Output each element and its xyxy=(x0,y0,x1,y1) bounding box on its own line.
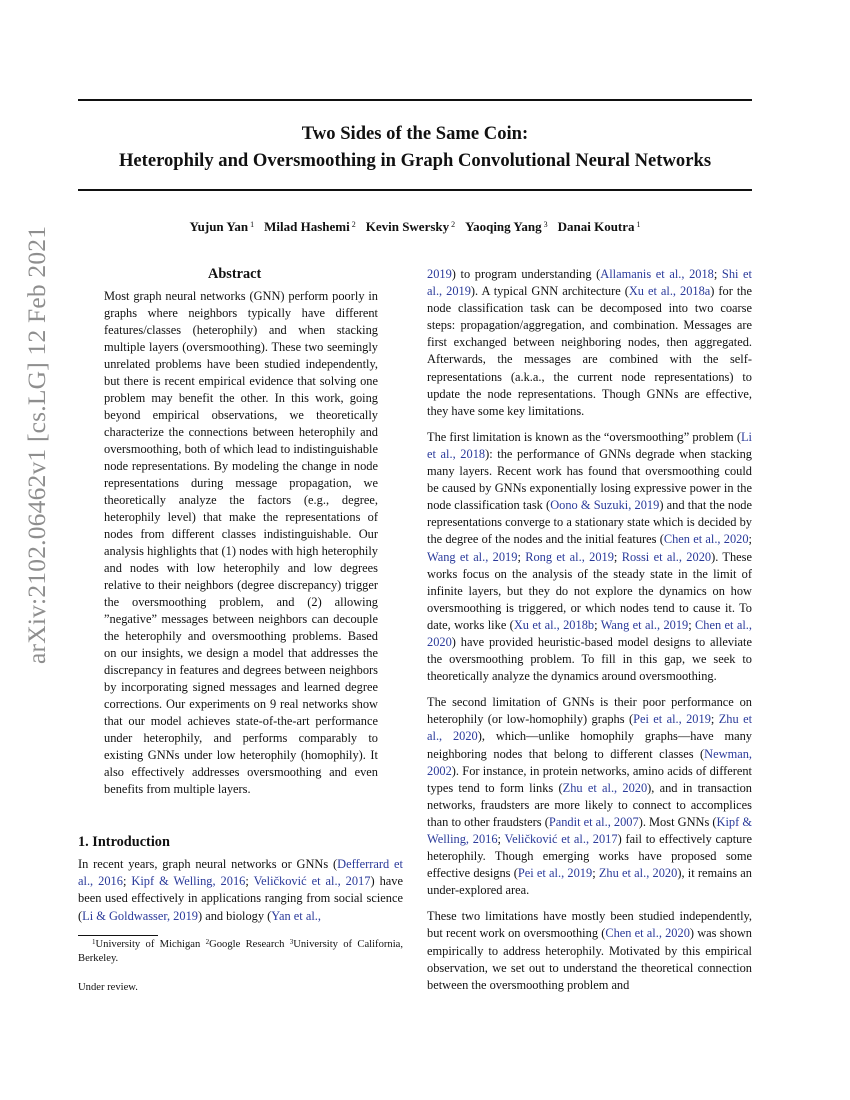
affiliation-marker: 1 xyxy=(248,220,255,229)
body-paragraph: These two limitations have mostly been studied independently, but recent work on oversmoothing (Chen et al., 2020) was shown empirically to address heterophily. Motivated by this empirical observation, we set out to understand the theoretical connection between the oversmoothing problem and xyxy=(427,909,753,992)
citation-link[interactable]: Wang et al., 2019 xyxy=(427,549,518,564)
citation-link[interactable]: Veličković et al., 2017 xyxy=(504,832,618,846)
citation-link[interactable]: Li et al., 2018 xyxy=(427,429,752,461)
title-bottom-rule xyxy=(78,189,752,191)
citation-link[interactable]: Wang et al., 2019 xyxy=(600,617,689,632)
citation-link[interactable]: Li & Goldwasser, 2019 xyxy=(82,908,198,923)
author-name: Milad Hashemi $^2$ xyxy=(264,219,356,234)
affiliation-marker: 3 xyxy=(541,220,548,229)
citation-link[interactable]: Newman, 2002 xyxy=(427,746,752,778)
citation-link[interactable]: Xu et al., 2018b xyxy=(513,617,595,632)
intro-paragraph: In recent years, graph neural networks or GNNs (Defferrard et al., 2016; Kipf & Welling, 2016; Veličković et al., 2017) have been used effectively in applications ranging from social science (Li & Goldwasser, 2019) and biology (Yan et al., xyxy=(78,857,403,923)
title-line-1: Two Sides of the Same Coin: xyxy=(301,123,529,144)
citation-link[interactable]: Yan et al., xyxy=(271,908,321,923)
citation-link[interactable]: 2019 xyxy=(427,267,452,281)
citation-link[interactable]: Kipf & Welling, 2016 xyxy=(131,874,246,889)
citation-link[interactable]: Chen et al., 2020 xyxy=(605,926,690,941)
affiliation-marker: 1 xyxy=(634,220,641,229)
top-rule xyxy=(78,99,752,101)
citation-link[interactable]: Pei et al., 2019 xyxy=(517,866,593,881)
citation-link[interactable]: Pandit et al., 2007 xyxy=(548,814,639,829)
body-paragraph: The second limitation of GNNs is their poor performance on heterophily (or low-homophily) graphs (Pei et al., 2019; Zhu et al., 2020), which—unlike homophily graphs—have many neighboring nodes that belong to different classes (Newman, 2002). For instance, in protein networks, amino acids of different types tend to form links (Zhu et al., 2020), and in transaction networks, fraudsters are more likely to connect to accomplices than to other fraudsters (Pandit et al., 2007). Most GNNs (Kipf & Welling, 2016; Veličković et al., 2017) fail to effectively capture heterophily. Though emerging works have proposed some effective designs (Pei et al., 2019; Zhu et al., 2020), it remains an under-explored area. xyxy=(427,695,753,898)
section-heading-introduction: 1. Introduction xyxy=(78,834,170,850)
citation-link[interactable]: Pei et al., 2019 xyxy=(633,712,711,727)
body-paragraph: The first limitation is known as the “oversmoothing” problem (Li et al., 2018): the performance of GNNs degrade when stacking many layers. Recent work has found that oversmoothing could be caused by GNNs exponentially losing expressive power in the node classification task (Oono & Suzuki, 2019) and that the node representations converge to a stationary state which is decided by the degree of the nodes and the initial features (Chen et al., 2020; Wang et al., 2019; Rong et al., 2019; Rossi et al., 2020). These works focus on the analysis of the steady state in the limit of infinite layers, but they do not explore the dynamics on how oversmoothing is triggered, or which nodes tend to cause it. To date, works like (Xu et al., 2018b; Wang et al., 2019; Chen et al., 2020) have provided heuristic-based model designs to alleviate the oversmoothing problem. To fill in this gap, we seek to theoretically analyze the dynamics around oversmoothing. xyxy=(427,429,753,684)
affiliation-footnote: $^1$University of Michigan $^2$Google Research $^3$University of California, Berkeley. xyxy=(78,938,403,965)
citation-link[interactable]: Chen et al., 2020 xyxy=(427,617,753,649)
citation-link[interactable]: Zhu et al., 2020 xyxy=(598,866,678,881)
citation-link[interactable]: Defferrard et al., 2016 xyxy=(78,857,403,889)
body-paragraph: 2019) to program understanding (Allamanis et al., 2018; Shi et al., 2019). A typical GNN architecture (Xu et al., 2018a) for the node classification task can be decomposed into two coarse steps: propagation/aggregation, and combination. Messages are first exchanged between neighboring nodes, then aggregated. Afterwards, the messages are combined with the self-representations (a.k.a., the current node representations) to update the node representations. Though GNNs are effective, they have some key limitations. xyxy=(427,267,752,418)
citation-link[interactable]: Chen et al., 2020 xyxy=(663,532,749,547)
citation-link[interactable]: Kipf & Welling, 2016 xyxy=(427,814,752,846)
citation-link[interactable]: Shi et al., 2019 xyxy=(427,267,752,299)
author-list xyxy=(78,219,752,235)
under-review-note: Under review. xyxy=(78,982,138,993)
footnote-rule xyxy=(78,935,158,936)
citation-link[interactable]: Xu et al., 2018a xyxy=(628,284,711,299)
citation-link[interactable]: Rong et al., 2019 xyxy=(525,549,614,564)
citation-link[interactable]: Veličković et al., 2017 xyxy=(253,874,371,889)
paper-title xyxy=(78,120,752,174)
abstract-heading: Abstract xyxy=(208,266,262,282)
author-name: Yujun Yan $^1$ xyxy=(189,219,255,234)
author-name: Kevin Swersky $^2$ xyxy=(365,219,456,234)
abstract-text: Most graph neural networks (GNN) perform poorly in graphs where neighbors typically have different features/classes (heterophily) and when stacking multiple layers (oversmoothing). These two seemingly unrelated problems have been studied independently, but there is recent empirical evidence that solving one problem may benefit the other. In this work, going beyond empirical observations, we theoretically characterize the connections between heterophily and oversmoothing, both of which lead to indistinguishable node representations. By modeling the change in node representations during message propagation, we theoretically analyze the factors (e.g., degree, heterophily level) that make the representations of nodes from different classes indistinguishable. Our analysis highlights that (1) nodes with high heterophily and nodes with low heterophily and low degrees relative to their neighbors (degree discrepancy) trigger the oversmoothing problem, and (2) allowing ”negative” messages between neighbors can decouple the heterophily and oversmoothing problems. Based on our insights, we design a model that addresses the discrepancy in features and degrees between neighbors by incorporating signed messages and learned degree corrections. Our experiments on 9 real networks show that our model achieves state-of-the-art performance under heterophily, and performs comparably to existing GNNs under low heterophily (homophily). It also effectively addresses oversmoothing and even benefits from multiple layers. xyxy=(104,289,378,796)
citation-link[interactable]: Rossi et al., 2020 xyxy=(621,549,712,564)
arxiv-stamp-text: arXiv:2102.06462v1 [cs.LG] 12 Feb 2021 xyxy=(22,225,51,664)
author-name: Danai Koutra $^1$ xyxy=(557,219,641,234)
title-line-2: Heterophily and Oversmoothing in Graph Convolutional Neural Networks xyxy=(118,150,712,171)
author-name: Yaoqing Yang $^3$ xyxy=(465,219,548,234)
right-column xyxy=(427,266,752,1003)
citation-link[interactable]: Oono & Suzuki, 2019 xyxy=(550,498,660,513)
citation-link[interactable]: Zhu et al., 2020 xyxy=(427,712,753,744)
citation-link[interactable]: Zhu et al., 2020 xyxy=(562,780,648,795)
citation-link[interactable]: Allamanis et al., 2018 xyxy=(600,267,714,281)
affiliation-marker: 2 xyxy=(449,220,456,229)
affiliation-marker: 2 xyxy=(349,220,356,229)
